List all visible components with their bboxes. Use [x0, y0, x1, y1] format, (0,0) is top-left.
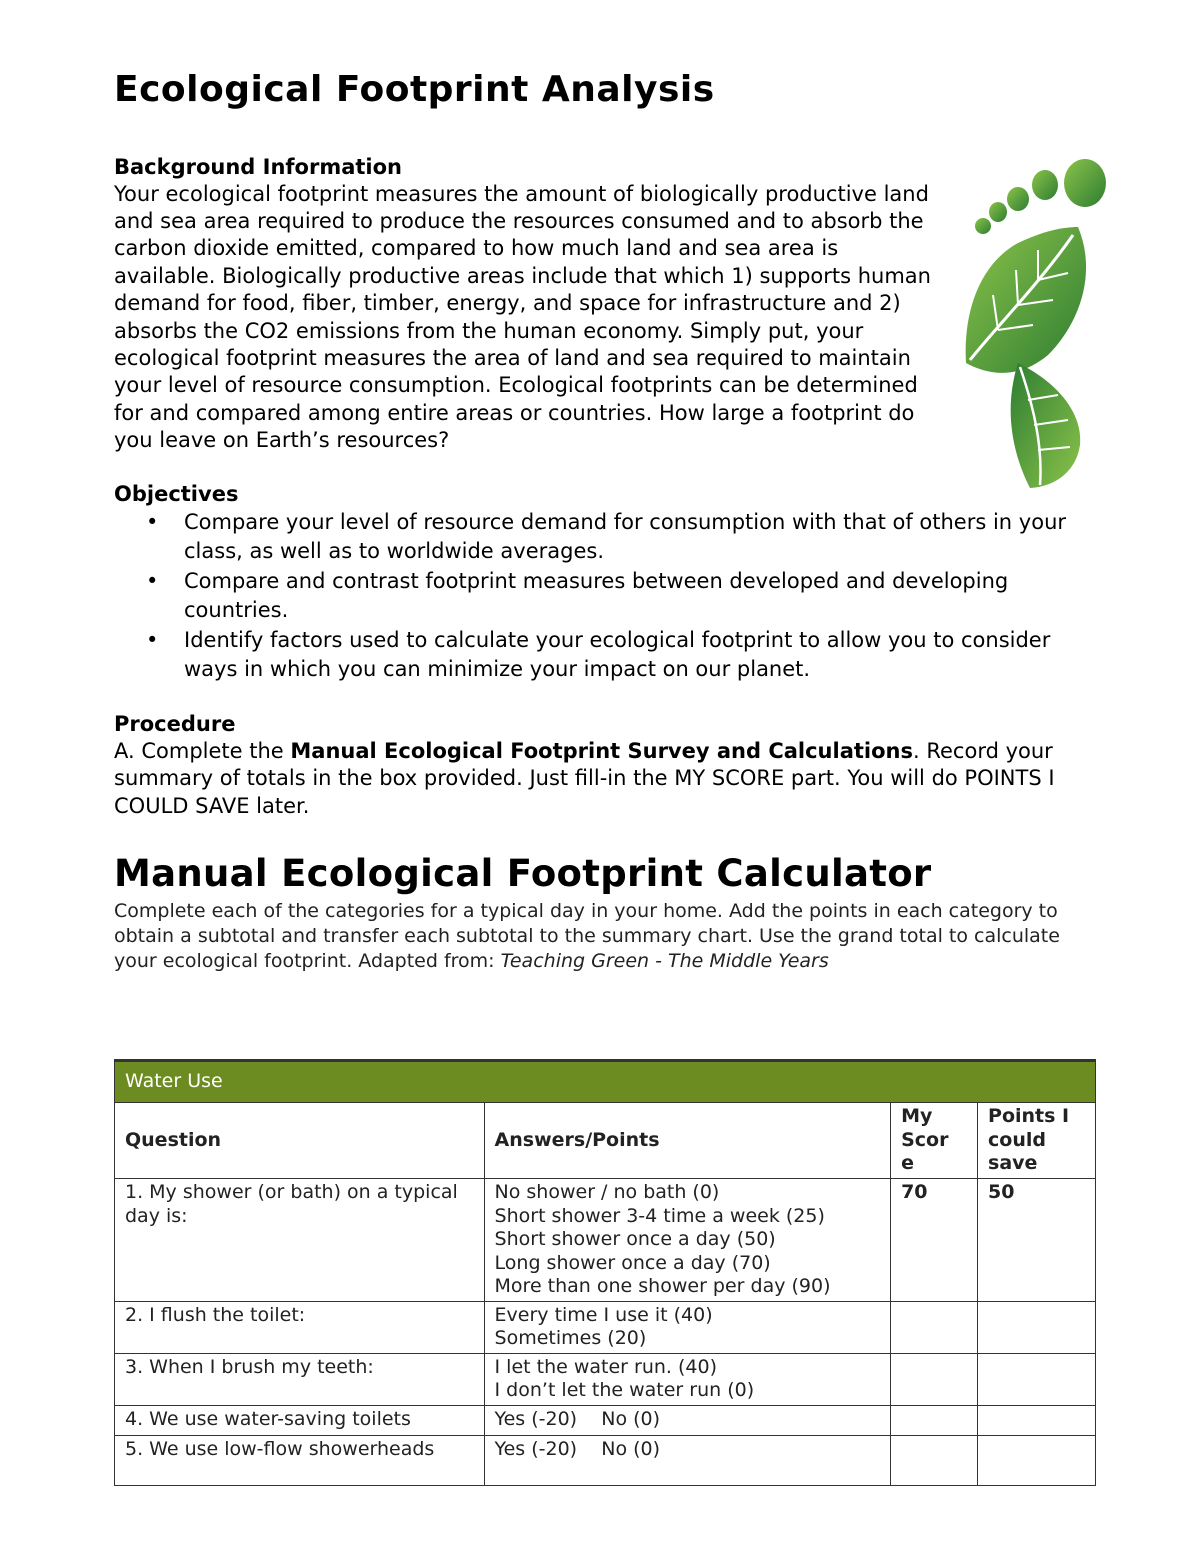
answer-option: Short shower once a day (50)	[494, 1228, 776, 1250]
could-save-cell[interactable]: 50	[978, 1179, 1096, 1302]
procedure-heading: Procedure	[114, 711, 236, 736]
question-cell: 5. We use low-flow showerheads	[115, 1435, 485, 1485]
my-score-cell[interactable]	[891, 1353, 978, 1405]
could-save-cell[interactable]	[978, 1435, 1096, 1485]
water-use-table	[114, 1059, 1096, 1486]
table-row	[115, 1301, 1096, 1353]
answers-header: Answers/Points	[484, 1103, 891, 1179]
page-title: Ecological Footprint Analysis	[114, 69, 715, 110]
answer-option: Sometimes (20)	[494, 1327, 647, 1349]
could-save-header: Points I could save	[978, 1103, 1096, 1179]
answers-cell	[484, 1301, 891, 1353]
answer-option: More than one shower per day (90)	[494, 1275, 831, 1297]
my-score-header: My Scor e	[891, 1103, 978, 1179]
calculator-intro	[114, 899, 1074, 974]
answer-option: I don’t let the water run (0)	[494, 1379, 755, 1401]
table-row	[115, 1405, 1096, 1435]
answer-option: I let the water run. (40)	[494, 1355, 718, 1378]
answer-option: Yes (-20) No (0)	[494, 1437, 661, 1460]
question-cell: 2. I flush the toilet:	[115, 1301, 485, 1353]
answers-cell	[484, 1353, 891, 1405]
procedure-bold: Manual Ecological Footprint Survey and Calculations	[290, 738, 913, 763]
could-save-cell[interactable]	[978, 1301, 1096, 1353]
table-row	[115, 1353, 1096, 1405]
objective-item: • Identify factors used to calculate your ecological footprint to allow you to consider ways in which you can minimize your impact on our planet.	[184, 626, 1104, 685]
answer-option: Yes (-20) No (0)	[494, 1407, 661, 1430]
answer-option: Every time I use it (40)	[494, 1303, 713, 1326]
my-score-cell[interactable]	[891, 1405, 978, 1435]
my-score-cell[interactable]: 70	[891, 1179, 978, 1302]
leaf-footprint-icon	[958, 155, 1108, 490]
document-page	[114, 70, 1104, 974]
table-row	[115, 1179, 1096, 1302]
background-text: Your ecological footprint measures the amount of biologically productive land and sea area required to produce the resources consumed and to absorb the carbon dioxide emitted, compared to how much land and sea area is available. Biologically productive areas include that which 1) supports human demand for food, fiber, timber, energy, and space for infrastructure and 2) absorbs the CO2 emissions from the human economy. Simply put, your ecological footprint measures the area of land and sea required to maintain your level of resource consumption. Ecological footprints can be determined for and compared among entire areas or countries. How large a footprint do you leave on Earth’s resources?	[114, 181, 931, 453]
question-cell: 1. My shower (or bath) on a typical day is:	[115, 1179, 485, 1302]
category-header: Water Use	[115, 1061, 1096, 1103]
procedure-prefix: A. Complete the	[114, 738, 291, 763]
answers-cell	[484, 1435, 891, 1485]
could-save-cell[interactable]	[978, 1353, 1096, 1405]
could-save-cell[interactable]	[978, 1405, 1096, 1435]
question-header: Question	[115, 1103, 485, 1179]
table-row	[115, 1435, 1096, 1485]
objectives-heading: Objectives	[114, 481, 239, 506]
objective-item: • Compare your level of resource demand for consumption with that of others in your class, as well as to worldwide averages.	[184, 508, 1104, 567]
background-heading: Background Information	[114, 154, 403, 179]
calculator-source: Teaching Green - The Middle Years	[500, 949, 829, 972]
procedure-text	[114, 738, 1104, 821]
objectives-list	[114, 508, 1104, 685]
calculator-title: Manual Ecological Footprint Calculator	[114, 852, 932, 896]
my-score-cell[interactable]	[891, 1301, 978, 1353]
answer-option: Long shower once a day (70)	[494, 1251, 771, 1274]
answers-cell	[484, 1179, 891, 1302]
question-cell: 3. When I brush my teeth:	[115, 1353, 485, 1405]
question-cell: 4. We use water-saving toilets	[115, 1405, 485, 1435]
calculator-intro-text: Complete each of the categories for a typical day in your home. Add the points in each category to obtain a subtotal and transfer each subtotal to the summary chart. Use the grand total to calculate your ecological footprint. Adapted from:	[114, 899, 1060, 972]
answers-cell	[484, 1405, 891, 1435]
my-score-cell[interactable]	[891, 1435, 978, 1485]
objective-item: • Compare and contrast footprint measures between developed and developing countries.	[184, 567, 1104, 626]
procedure-suffix: . Record your summary of totals in the box provided. Just fill-in the MY SCORE part. You will do POINTS I COULD SAVE later.	[114, 738, 1055, 818]
answer-option: Short shower 3-4 time a week (25)	[494, 1204, 825, 1227]
answer-option: No shower / no bath (0)	[494, 1181, 720, 1203]
